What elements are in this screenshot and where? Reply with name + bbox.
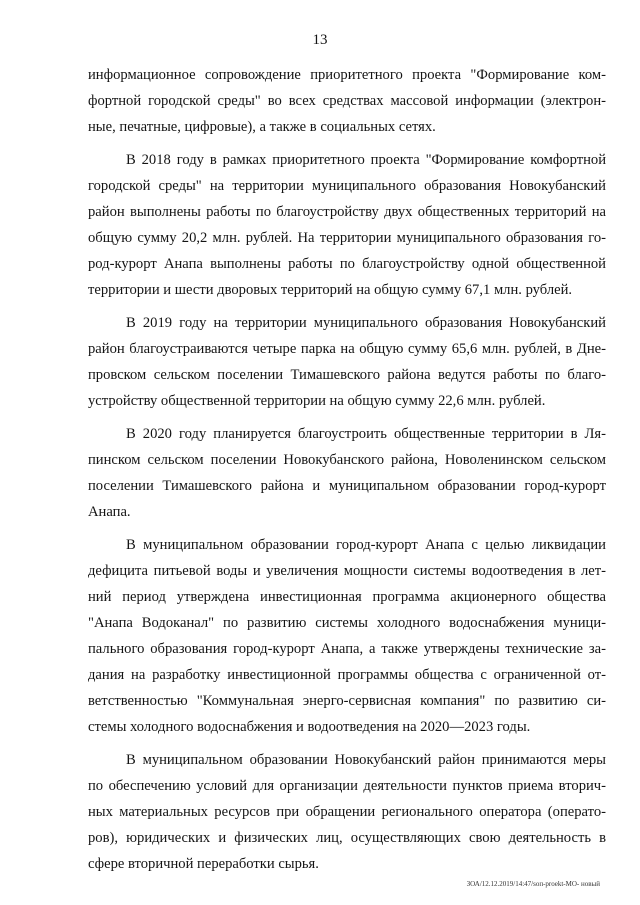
text-line: В муниципальном образовании город-курорт Анапа с целью ликвидации <box>126 537 606 553</box>
page-number: 13 <box>312 32 328 48</box>
text-line: ных материальных ресурсов при обращении регионального оператора (операто- <box>88 804 606 820</box>
text-line: информационное сопровождение приоритетного проекта "Формирование ком- <box>88 67 606 83</box>
text-line: В муниципальном образовании Новокубанский район принимаются меры <box>126 752 606 768</box>
text-line: устройству общественной территории на общую сумму 22,6 млн. рублей. <box>88 393 546 409</box>
text-line: "Анапа Водоканал" по развитию системы холодного водоснабжения муници- <box>88 615 606 631</box>
text-line: ветственностью "Коммунальная энерго-сервисная компания" по развитию си- <box>88 693 606 709</box>
footer-stamp: ЗОА/12.12.2019/14:47/soп-proekt-МО- новый <box>466 880 600 888</box>
paragraph <box>88 421 606 525</box>
text-line: В 2020 году планируется благоустроить общественные территории в Ля- <box>126 426 606 442</box>
text-line: сфере вторичной переработки сырья. <box>88 856 319 872</box>
document-body <box>88 62 606 877</box>
paragraph <box>88 147 606 303</box>
text-line: район благоустраиваются четыре парка на общую сумму 65,6 млн. рублей, в Дне- <box>88 341 606 357</box>
text-line: Анапа. <box>88 504 131 520</box>
text-line: дания на разработку инвестиционной программы общества с ограниченной от- <box>88 667 606 683</box>
text-line: пинском сельском поселении Новокубанского района, Новоленинском сельском <box>88 452 606 468</box>
text-line: ний период утверждена инвестиционная программа акционерного общества <box>88 589 606 605</box>
text-line: В 2018 году в рамках приоритетного проекта "Формирование комфортной <box>126 152 606 168</box>
paragraph <box>88 62 606 140</box>
text-line: пального образования город-курорт Анапа, а также утверждены технические за- <box>88 641 606 657</box>
text-line: территории и шести дворовых территорий на общую сумму 67,1 млн. рублей. <box>88 282 573 298</box>
text-line: провском сельском поселении Тимашевского района ведутся работы по благо- <box>88 367 606 383</box>
text-line: ров), юридических и физических лиц, осуществляющих свою деятельность в <box>88 830 606 846</box>
paragraph <box>88 532 606 740</box>
text-line: по обеспечению условий для организации деятельности пунктов приема вторич- <box>88 778 606 794</box>
text-line: фортной городской среды" во всех средствах массовой информации (электрон- <box>88 93 606 109</box>
text-line: городской среды" на территории муниципального образования Новокубанский <box>88 178 606 194</box>
paragraph <box>88 310 606 414</box>
text-line: общую сумму 20,2 млн. рублей. На территории муниципального образования го- <box>88 230 606 246</box>
paragraph <box>88 747 606 877</box>
text-line: дефицита питьевой воды и увеличения мощности системы водоотведения в лет- <box>88 563 606 579</box>
text-line: поселении Тимашевского района и муниципальном образовании город-курорт <box>88 478 606 494</box>
text-line: стемы холодного водоснабжения и водоотведения на 2020—2023 годы. <box>88 719 531 735</box>
text-line: В 2019 году на территории муниципального образования Новокубанский <box>126 315 606 331</box>
text-line: ные, печатные, цифровые), а также в социальных сетях. <box>88 119 436 135</box>
text-line: род-курорт Анапа выполнены работы по благоустройству одной общественной <box>88 256 606 272</box>
text-line: район выполнены работы по благоустройству двух общественных территорий на <box>88 204 606 220</box>
